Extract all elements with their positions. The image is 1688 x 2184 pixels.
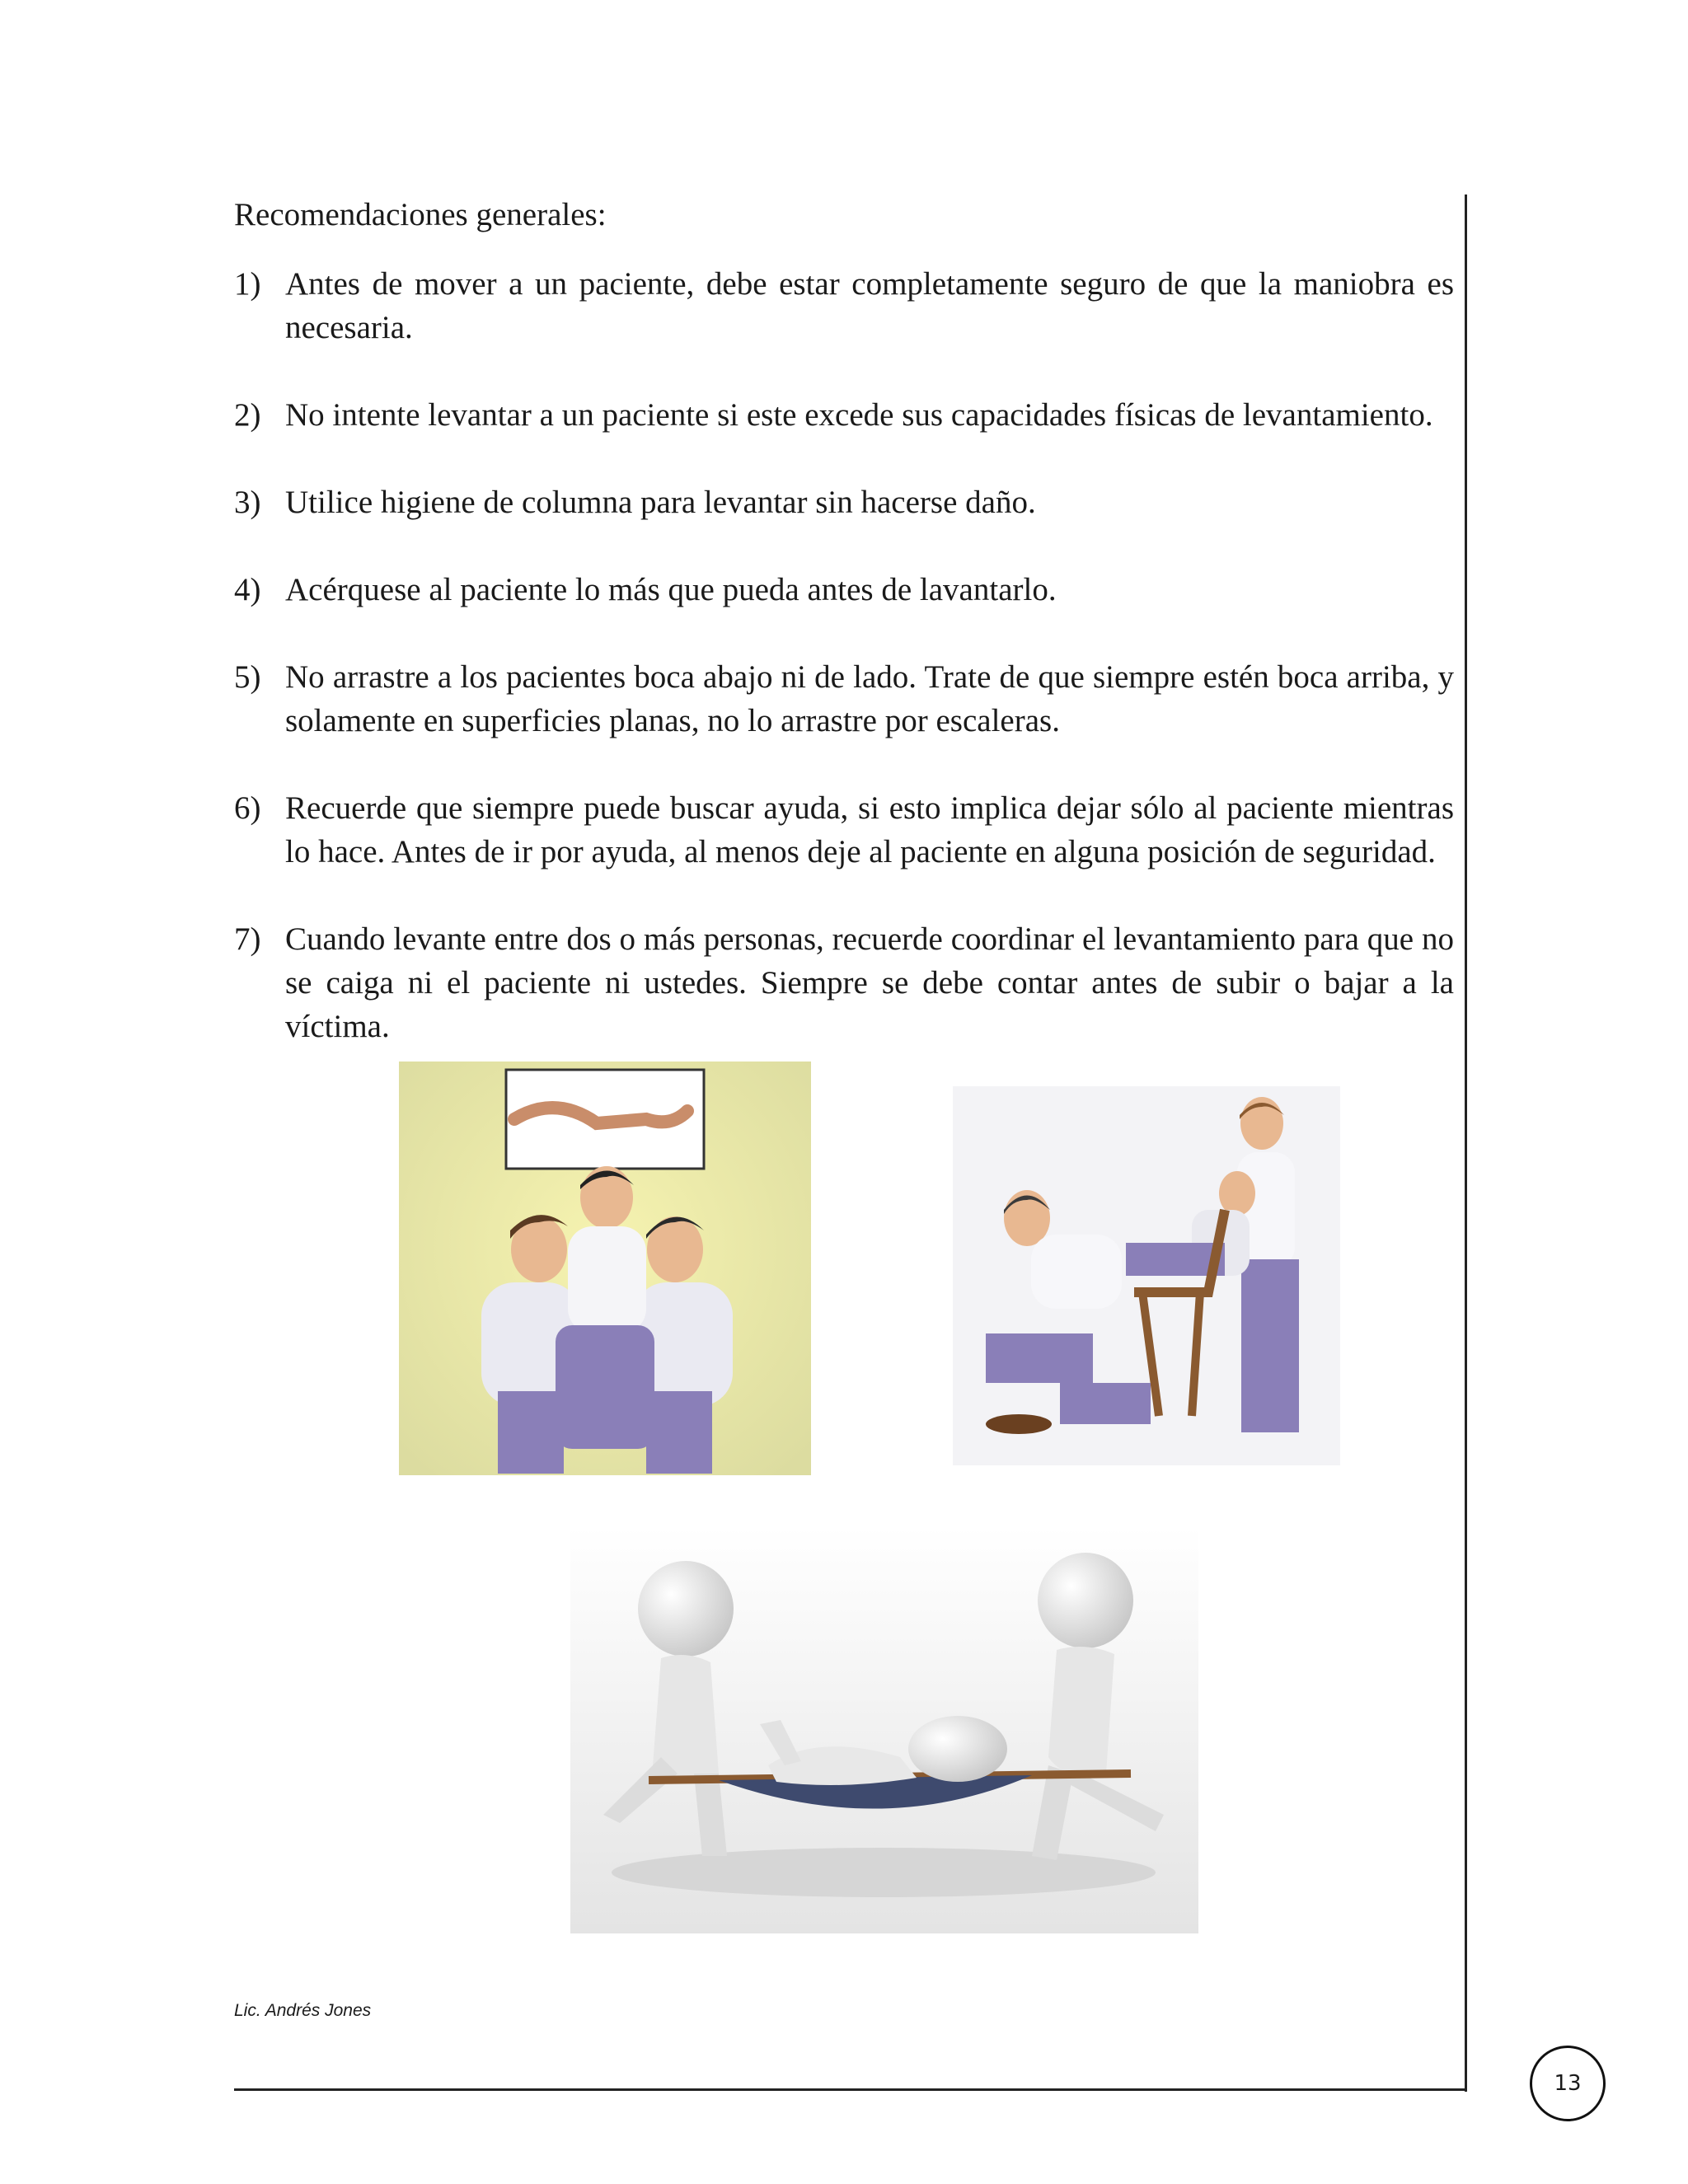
- item-number: 1): [234, 266, 261, 302]
- item-text: Recuerde que siempre puede buscar ayuda, si esto implica dejar sólo al paciente mientras lo hace. Antes de ir por ayuda, al menos deje al paciente en alguna posición de seguridad.: [285, 790, 1454, 869]
- item-number: 4): [234, 572, 261, 607]
- item-text: Antes de mover a un paciente, debe estar completamente seguro de que la maniobra es necesaria.: [285, 266, 1454, 345]
- list-item: [234, 655, 1454, 743]
- item-text: Utilice higiene de columna para levantar sin hacerse daño.: [285, 485, 1036, 520]
- item-number: 5): [234, 659, 261, 695]
- item-number: 2): [234, 397, 261, 433]
- page-border-right: [1465, 194, 1467, 2092]
- illustration-stretcher-carry: [570, 1526, 1198, 1933]
- recommendations-list: [234, 262, 1454, 1092]
- list-item: [234, 393, 1454, 437]
- item-text: No intente levantar a un paciente si este excede sus capacidades físicas de levantamiento.: [285, 397, 1433, 433]
- page-number: 13: [1530, 2046, 1606, 2121]
- illustration-two-person-seat-carry: [399, 1062, 811, 1475]
- list-item: [234, 480, 1454, 524]
- page-border-bottom: [234, 2088, 1467, 2091]
- item-number: 6): [234, 790, 261, 826]
- illustration-chair-carry: [953, 1086, 1340, 1465]
- list-item: [234, 917, 1454, 1048]
- list-item: [234, 262, 1454, 349]
- item-number: 7): [234, 921, 261, 957]
- section-heading: Recomendaciones generales:: [234, 197, 607, 232]
- item-text: Acérquese al paciente lo más que pueda antes de lavantarlo.: [285, 572, 1057, 607]
- item-text: Cuando levante entre dos o más personas, recuerde coordinar el levantamiento para que no se caiga ni el paciente ni ustedes. Siempre se debe contar antes de subir o bajar a la víctima.: [285, 921, 1454, 1044]
- author-footer: Lic. Andrés Jones: [234, 2001, 372, 2020]
- item-text: No arrastre a los pacientes boca abajo ni de lado. Trate de que siempre estén boca arriba, y solamente en superficies planas, no lo arrastre por escaleras.: [285, 659, 1454, 738]
- list-item: [234, 568, 1454, 612]
- item-number: 3): [234, 485, 261, 520]
- list-item: [234, 786, 1454, 874]
